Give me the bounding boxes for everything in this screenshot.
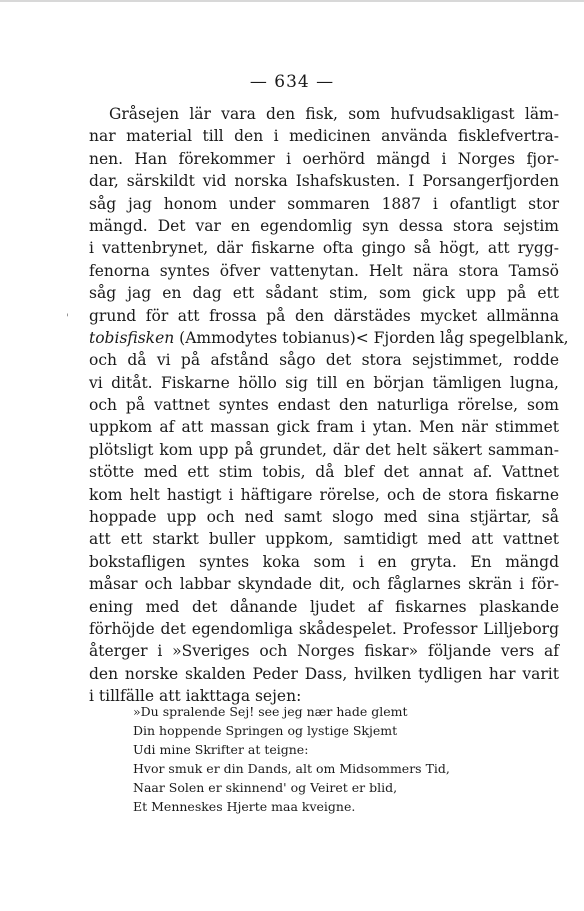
poem-line: Hvor smuk er din Dands, alt om Midsommers Tid, xyxy=(133,761,450,776)
text-line: och på vattnet syntes endast den naturliga rörelse, som xyxy=(89,396,559,415)
text-line: kom helt hastigt i häftigare rörelse, och de stora fiskarne xyxy=(89,485,559,504)
text-line: plötsligt kom upp på grundet, där det helt säkert samman- xyxy=(89,440,559,459)
text-line: stötte med ett stim tobis, då blef det annat af. Vattnet xyxy=(89,463,559,482)
poem-line: Udi mine Skrifter at teigne: xyxy=(133,742,309,757)
text-line: vi ditåt. Fiskarne höllo sig till en början tämligen lugna, xyxy=(89,373,559,392)
text-line: måsar och labbar skyndade dit, och fåglarnes skrän i för- xyxy=(89,575,559,594)
text-line: fenorna syntes öfver vattenytan. Helt nära stora Tamsö xyxy=(89,261,559,280)
poem-line: »Du spralende Sej! see jeg nær hade glemt xyxy=(133,704,408,719)
text-line: och då vi på afstånd sågo det stora sejstimmet, rodde xyxy=(89,351,559,370)
poem-line: Din hoppende Springen og lystige Skjemt xyxy=(133,723,398,738)
text-line: i tillfälle att iakttaga sejen: xyxy=(89,687,302,706)
text-line: uppkom af att massan gick fram i ytan. Men när stimmet xyxy=(89,418,559,437)
page-number: — 634 — xyxy=(249,72,335,92)
text-line: ening med det dånande ljudet af fiskarnes plaskande xyxy=(89,597,559,616)
top-edge-rule xyxy=(0,0,584,2)
text-line: såg jag honom under sommaren 1887 i ofantligt stor xyxy=(89,194,559,213)
text-line: grund för att frossa på den därstädes mycket allmänna xyxy=(89,306,559,325)
text-line: nen. Han förekommer i oerhörd mängd i Norges fjor- xyxy=(89,149,559,168)
text-line: bokstafligen syntes koka som i en gryta. En mängd xyxy=(89,552,559,571)
text-line: Gråsejen lär vara den fisk, som hufvudsakligast läm- xyxy=(109,105,559,123)
text-line-rest: (Ammodytes tobianus)< Fjorden låg spegelblank, xyxy=(174,328,569,347)
text-line: i vattenbrynet, där fiskarne ofta gingo så högt, att rygg- xyxy=(89,239,559,258)
text-line: mängd. Det var en egendomlig syn dessa stora sejstim xyxy=(89,216,559,235)
text-line: hoppade upp och ned samt slogo med sina stjärtar, så xyxy=(89,508,559,527)
text-line: nar material till den i medicinen använda fisklefvertra- xyxy=(89,127,559,146)
body-paragraph xyxy=(89,103,569,708)
italic-term: tobisfisken xyxy=(89,328,175,347)
text-line: dar, särskildt vid norska Ishafskusten. I Porsangerfjorden xyxy=(89,172,559,191)
text-line: återger i »Sveriges och Norges fiskar» följande vers af xyxy=(89,642,559,661)
poem-line: Naar Solen er skinnend' og Veiret er blid, xyxy=(133,780,398,795)
text-line: såg jag en dag ett sådant stim, som gick upp på ett xyxy=(89,284,559,303)
poem-quote xyxy=(133,702,553,816)
text-line: den norske skalden Peder Dass, hvilken tydligen har varit xyxy=(89,664,559,683)
poem-line: Et Menneskes Hjerte maa kveigne. xyxy=(133,799,356,814)
margin-mark: ' xyxy=(66,313,69,324)
text-line: förhöjde det egendomliga skådespelet. Professor Lilljeborg xyxy=(89,619,559,638)
text-line-with-italic xyxy=(89,327,569,349)
text-line: att ett starkt buller uppkom, samtidigt med att vattnet xyxy=(89,530,559,549)
